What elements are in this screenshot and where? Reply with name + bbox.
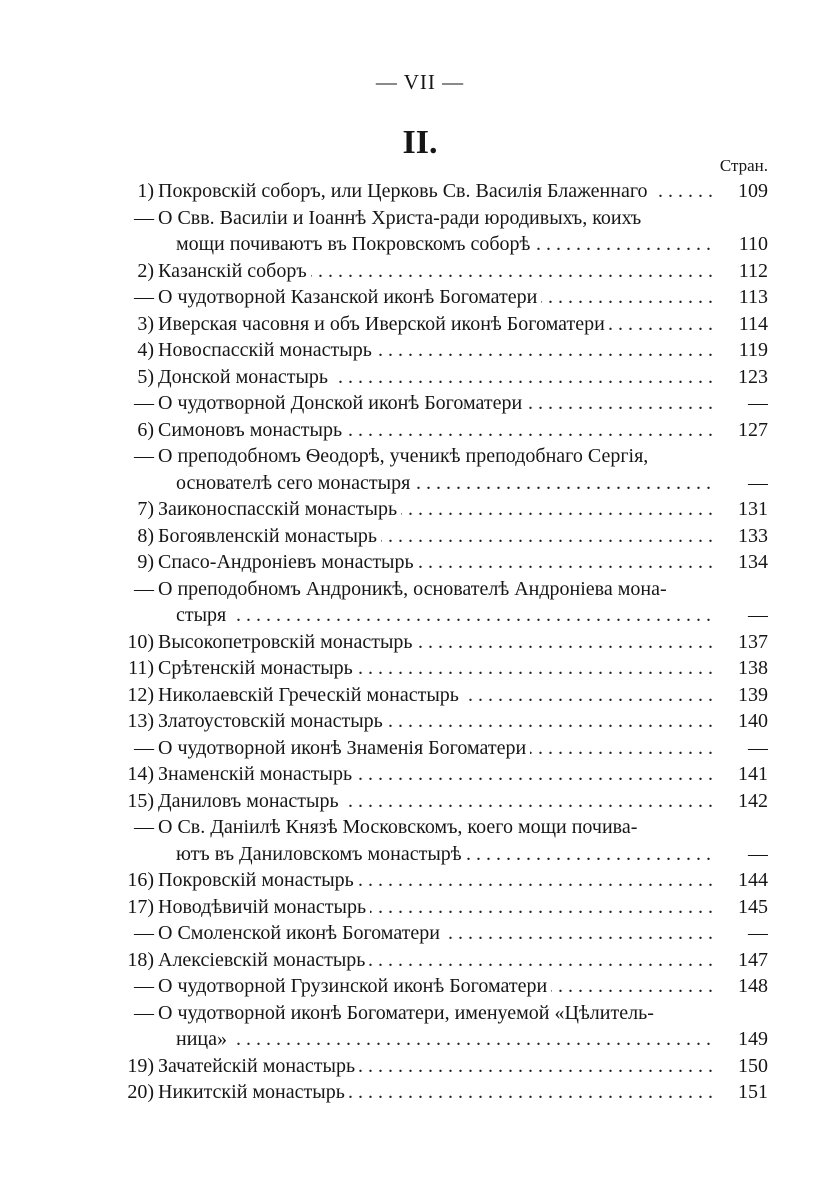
entry-page-number: 139	[738, 683, 768, 706]
entry-marker: 2)	[137, 259, 154, 282]
entry-marker: —	[134, 286, 154, 308]
entry-title: Иверская часовня и объ Иверской иконѣ Богоматери	[158, 313, 609, 335]
page-column-label: Стран.	[719, 156, 768, 175]
entry-title: Покровскій соборъ, или Церковь Св. Василія Блаженнаго	[158, 180, 652, 202]
entry-page-number: —	[748, 842, 768, 865]
entry-title-wrap	[158, 284, 712, 311]
entry-marker: —	[134, 392, 154, 414]
table-of-contents	[112, 178, 768, 1106]
entry-page-number: 114	[738, 312, 768, 335]
entry-title-wrap	[158, 258, 712, 285]
entry-page-number: 144	[738, 869, 768, 891]
entry-title-wrap	[158, 364, 712, 391]
entry-title-wrap	[158, 788, 712, 815]
entry-title-wrap	[158, 708, 712, 735]
page-number: — VII —	[375, 70, 465, 94]
entry-page-number: —	[748, 604, 768, 626]
entry-title: О Св. Даніилѣ Князѣ Московскомъ, коего мощи почива-	[158, 816, 641, 838]
entry-title: О чудотворной иконѣ Знаменія Богоматери	[158, 737, 530, 759]
toc-entry	[112, 258, 768, 285]
entry-marker: 13)	[127, 710, 154, 732]
entry-marker: 1)	[137, 180, 154, 202]
entry-page-number: 140	[738, 710, 768, 732]
entry-page-number: 109	[738, 180, 768, 202]
entry-page-number: 134	[738, 551, 768, 573]
entry-title-wrap	[176, 1026, 712, 1053]
entry-marker: —	[134, 736, 154, 759]
toc-entry	[112, 364, 768, 391]
entry-title: Алексіевскій монастырь	[158, 949, 369, 971]
toc-entry	[112, 655, 768, 682]
toc-entry	[112, 231, 768, 258]
toc-entry	[112, 920, 768, 947]
entry-title-wrap	[158, 655, 712, 682]
toc-entry	[112, 523, 768, 550]
toc-entry	[112, 1026, 768, 1053]
entry-title: ница»	[176, 1028, 231, 1050]
entry-title: О преподобномъ Андроникѣ, основателѣ Андроніева мона-	[158, 578, 671, 600]
entry-page-number: 133	[738, 524, 768, 547]
entry-page-number: 141	[738, 763, 768, 785]
entry-marker: 20)	[127, 1081, 154, 1103]
section-heading: II.	[402, 124, 438, 161]
toc-entry	[112, 973, 768, 1000]
entry-title: ютъ въ Даниловскомъ монастырѣ	[176, 843, 466, 865]
toc-entry	[112, 337, 768, 364]
entry-marker: —	[134, 206, 154, 229]
entry-page-number: 119	[738, 339, 768, 361]
entry-page-number: 148	[738, 975, 768, 997]
entry-title-wrap	[176, 602, 712, 629]
entry-page-number: 112	[738, 259, 768, 282]
entry-page-number: 151	[738, 1081, 768, 1103]
entry-title: Знаменскій монастырь	[158, 763, 356, 785]
entry-title-wrap	[158, 205, 768, 232]
entry-title-wrap	[158, 549, 712, 576]
entry-title: Покровскій монастырь	[158, 869, 358, 891]
toc-entry	[112, 867, 768, 894]
entry-page-number: 137	[738, 630, 768, 653]
entry-page-number: 138	[738, 657, 768, 679]
toc-entry	[112, 284, 768, 311]
toc-entry	[112, 1079, 768, 1106]
entry-title: Новоспасскій монастырь	[158, 339, 376, 361]
toc-entry	[112, 814, 768, 841]
entry-page-number: —	[748, 736, 768, 759]
toc-entry	[112, 894, 768, 921]
toc-entry	[112, 443, 768, 470]
entry-title: Никитскій монастырь	[158, 1081, 349, 1103]
entry-marker: 7)	[137, 498, 154, 520]
entry-marker: 9)	[137, 551, 154, 573]
entry-title-wrap	[158, 973, 712, 1000]
entry-marker: 12)	[127, 683, 154, 706]
entry-marker: 8)	[137, 524, 154, 547]
toc-entry	[112, 496, 768, 523]
entry-title-wrap	[158, 682, 712, 709]
entry-title-wrap	[158, 894, 712, 921]
entry-marker: —	[134, 1001, 154, 1024]
entry-marker: 4)	[137, 339, 154, 361]
entry-marker: —	[134, 975, 154, 997]
toc-entry	[112, 735, 768, 762]
toc-entry	[112, 549, 768, 576]
entry-page-number: 150	[738, 1054, 768, 1077]
entry-title-wrap	[176, 470, 712, 497]
toc-entry	[112, 1053, 768, 1080]
entry-marker: —	[134, 577, 154, 600]
entry-marker: —	[134, 922, 154, 944]
entry-title-wrap	[158, 523, 712, 550]
entry-page-number: —	[748, 922, 768, 944]
entry-marker: 10)	[127, 630, 154, 653]
entry-page-number: 110	[738, 233, 768, 255]
toc-entry	[112, 470, 768, 497]
entry-title: Николаевскій Греческій монастырь	[158, 684, 463, 706]
entry-title: О чудотворной иконѣ Богоматери, именуемой «Цѣлитель-	[158, 1002, 658, 1024]
entry-title: Срѣтенскій монастырь	[158, 657, 357, 679]
entry-title: Зачатейскій монастырь	[158, 1055, 359, 1077]
entry-title-wrap	[158, 417, 712, 444]
entry-title-wrap	[158, 920, 712, 947]
entry-marker: 18)	[127, 948, 154, 971]
toc-entry	[112, 205, 768, 232]
entry-title-wrap	[158, 1079, 712, 1106]
toc-entry	[112, 576, 768, 603]
entry-marker: 11)	[128, 657, 154, 679]
entry-title-wrap	[158, 443, 768, 470]
entry-page-number: 145	[738, 895, 768, 918]
entry-marker: 14)	[127, 763, 154, 785]
entry-page-number: 113	[738, 286, 768, 308]
entry-marker: 15)	[127, 789, 154, 812]
toc-entry	[112, 841, 768, 868]
entry-page-number: —	[748, 392, 768, 414]
entry-title-wrap	[158, 947, 712, 974]
entry-marker: 17)	[127, 895, 154, 918]
entry-page-number: —	[748, 471, 768, 494]
entry-title-wrap	[176, 231, 712, 258]
entry-page-number: 127	[738, 418, 768, 441]
entry-title: О преподобномъ Ѳеодорѣ, ученикѣ преподобнаго Сергія,	[158, 445, 652, 467]
toc-entry	[112, 417, 768, 444]
entry-title: О Смоленской иконѣ Богоматери	[158, 922, 444, 944]
toc-entry	[112, 708, 768, 735]
entry-title-wrap	[158, 390, 712, 417]
entry-page-number: 149	[738, 1028, 768, 1050]
entry-title-wrap	[158, 496, 712, 523]
entry-page-number: 147	[738, 948, 768, 971]
entry-title: мощи почиваютъ въ Покровскомъ соборѣ	[176, 233, 534, 255]
entry-title: Богоявленскій монастырь	[158, 525, 381, 547]
toc-entry	[112, 178, 768, 205]
entry-title-wrap	[158, 1000, 768, 1027]
entry-title-wrap	[158, 178, 712, 205]
entry-title: Симоновъ монастырь	[158, 419, 346, 441]
entry-title: Донской монастырь	[158, 366, 332, 388]
toc-entry	[112, 311, 768, 338]
toc-entry	[112, 682, 768, 709]
entry-title: Даниловъ монастырь	[158, 790, 343, 812]
toc-entry	[112, 947, 768, 974]
toc-entry	[112, 1000, 768, 1027]
entry-page-number: 142	[738, 789, 768, 812]
entry-title-wrap	[158, 311, 712, 338]
entry-title: Казанскій соборъ	[158, 260, 311, 282]
entry-title-wrap	[158, 576, 768, 603]
entry-title-wrap	[158, 814, 768, 841]
entry-title-wrap	[158, 629, 712, 656]
entry-title-wrap	[176, 841, 712, 868]
entry-title: Златоустовскій монастырь	[158, 710, 387, 732]
entry-title: Спасо-Андроніевъ монастырь	[158, 551, 418, 573]
entry-marker: 3)	[137, 312, 154, 335]
entry-marker: —	[134, 816, 154, 838]
entry-title: Высокопетровскій монастырь	[158, 631, 417, 653]
entry-title: О чудотворной Грузинской иконѣ Богоматери	[158, 975, 551, 997]
toc-entry	[112, 390, 768, 417]
entry-title-wrap	[158, 337, 712, 364]
entry-title: О Свв. Василіи и Іоаннѣ Христа-ради юродивыхъ, коихъ	[158, 207, 645, 229]
entry-marker: 16)	[127, 869, 154, 891]
entry-title: Новодѣвичій монастырь	[158, 896, 370, 918]
entry-title: основателѣ сего монастыря	[176, 472, 414, 494]
entry-title: стыря	[176, 604, 230, 626]
entry-marker: 6)	[137, 418, 154, 441]
entry-title-wrap	[158, 761, 712, 788]
entry-page-number: 131	[738, 498, 768, 520]
entry-title: О чудотворной Донской иконѣ Богоматери	[158, 392, 526, 414]
toc-entry	[112, 602, 768, 629]
entry-marker: —	[134, 445, 154, 467]
toc-entry	[112, 761, 768, 788]
entry-title-wrap	[158, 735, 712, 762]
entry-title-wrap	[158, 867, 712, 894]
toc-entry	[112, 629, 768, 656]
entry-page-number: 123	[738, 365, 768, 388]
toc-entry	[112, 788, 768, 815]
entry-title: О чудотворной Казанской иконѣ Богоматери	[158, 286, 541, 308]
entry-title: Заиконоспасскій монастырь	[158, 498, 401, 520]
entry-marker: 5)	[137, 365, 154, 388]
entry-marker: 19)	[127, 1054, 154, 1077]
entry-title-wrap	[158, 1053, 712, 1080]
